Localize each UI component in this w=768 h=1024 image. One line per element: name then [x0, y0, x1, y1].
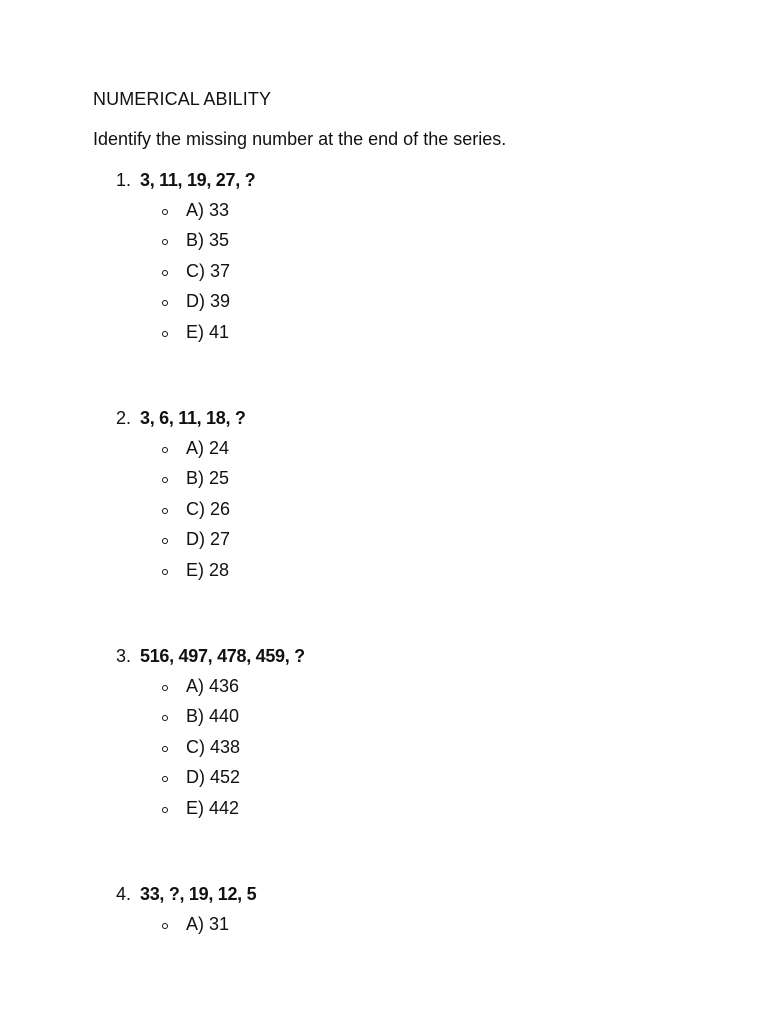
option-item [0, 199, 768, 229]
option-item [0, 467, 768, 497]
option-item [0, 321, 768, 351]
option-item [0, 797, 768, 827]
circle-bullet-icon [162, 715, 168, 721]
instruction-text: Identify the missing number at the end of the series. [93, 129, 507, 149]
circle-bullet-icon [162, 508, 168, 514]
question-line [0, 883, 768, 913]
option-text: A) 24 [186, 438, 230, 458]
circle-bullet-icon [162, 746, 168, 752]
option-text: B) 440 [186, 706, 240, 727]
option-text: A) 33 [186, 200, 230, 220]
option-text: A) 31 [186, 914, 230, 934]
circle-bullet-icon [162, 300, 168, 306]
question-line [0, 407, 768, 437]
question-number: 2. [116, 408, 132, 428]
option-text: E) 41 [186, 321, 230, 342]
option-text: B) 25 [186, 468, 230, 489]
option-text: C) 37 [186, 260, 231, 281]
question-series: 516, 497, 478, 459, ? [140, 646, 305, 666]
question-3 [0, 645, 768, 827]
circle-bullet-icon [162, 331, 168, 337]
question-line [0, 645, 768, 675]
circle-bullet-icon [162, 685, 168, 691]
section-heading: NUMERICAL ABILITY [93, 89, 272, 109]
question-series: 33, ?, 19, 12, 5 [140, 884, 257, 904]
option-item [0, 229, 768, 259]
option-item [0, 736, 768, 766]
circle-bullet-icon [162, 538, 168, 544]
question-series: 3, 11, 19, 27, ? [140, 170, 256, 190]
option-text: D) 39 [186, 291, 231, 312]
option-text: D) 452 [186, 767, 241, 788]
circle-bullet-icon [162, 807, 168, 813]
option-text: E) 28 [186, 559, 230, 580]
circle-bullet-icon [162, 447, 168, 453]
option-item [0, 290, 768, 320]
question-number: 1. [116, 170, 132, 190]
circle-bullet-icon [162, 776, 168, 782]
question-series: 3, 6, 11, 18, ? [140, 408, 246, 428]
option-item [0, 913, 768, 943]
option-item [0, 260, 768, 290]
circle-bullet-icon [162, 270, 168, 276]
option-item [0, 559, 768, 589]
circle-bullet-icon [162, 569, 168, 575]
option-text: E) 442 [186, 797, 240, 818]
option-item [0, 766, 768, 796]
option-text: C) 26 [186, 498, 231, 519]
question-4 [0, 883, 768, 943]
circle-bullet-icon [162, 209, 168, 215]
option-text: C) 438 [186, 736, 241, 757]
circle-bullet-icon [162, 239, 168, 245]
question-number: 4. [116, 884, 132, 904]
option-item [0, 705, 768, 735]
circle-bullet-icon [162, 477, 168, 483]
question-1 [0, 169, 768, 351]
option-item [0, 437, 768, 467]
option-text: B) 35 [186, 230, 230, 251]
option-item [0, 528, 768, 558]
option-text: D) 27 [186, 529, 231, 550]
question-line [0, 169, 768, 199]
option-item [0, 498, 768, 528]
question-number: 3. [116, 646, 132, 666]
circle-bullet-icon [162, 923, 168, 929]
option-item [0, 675, 768, 705]
question-2 [0, 407, 768, 589]
option-text: A) 436 [186, 676, 240, 696]
